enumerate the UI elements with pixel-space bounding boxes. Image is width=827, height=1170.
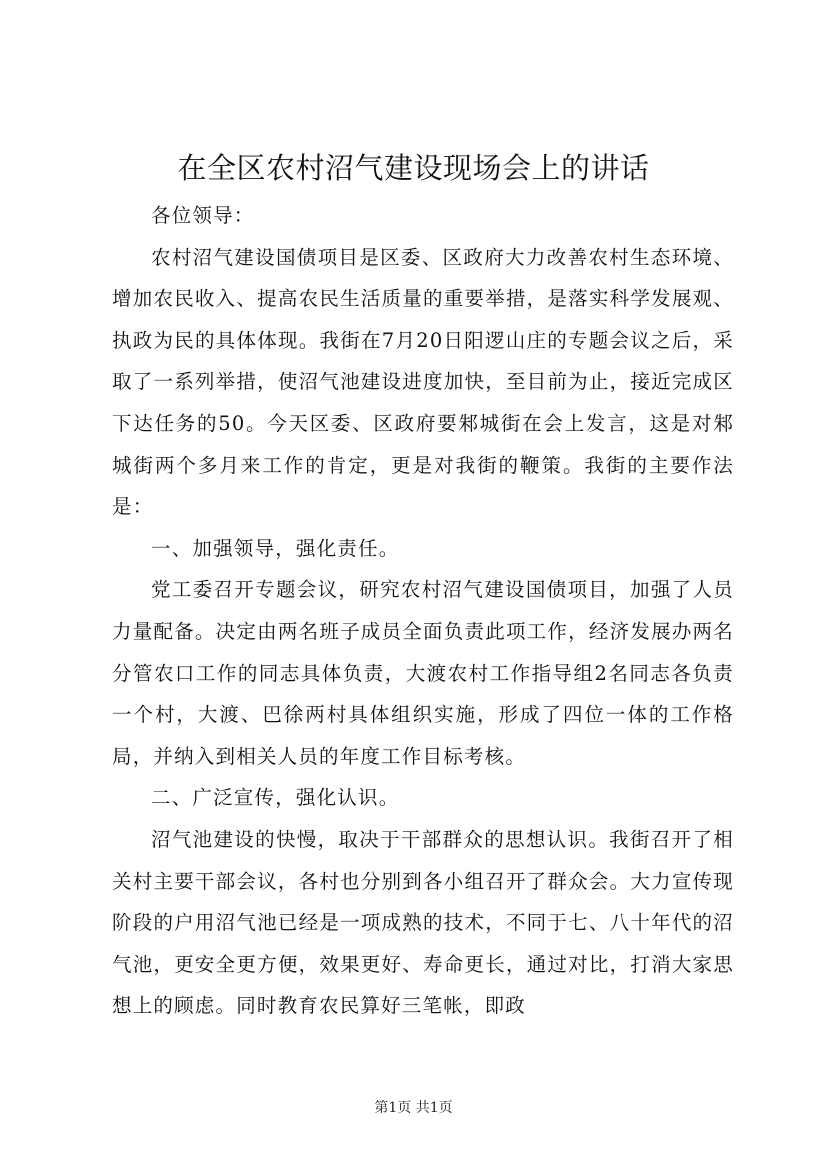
salutation: 各位领导： [151,204,255,227]
paragraph-section-1: 党工委召开专题会议，研究农村沼气建设国债项目，加强了人员力量配备。决定由两名班子成员全面负责此项工作，经济发展办两名分管农口工作的同志具体负责，大渡农村工作指导组2名同志各负责一个村，大渡、巴徐两村具体组织实施，形成了四位一体的工作格局，并纳入到相关人员的年度工作目标考核。 [112,578,734,768]
page-number-footer: 第1页 共1页 [374,1100,453,1116]
document-title: 在全区农村沼气建设现场会上的讲话 [177,151,650,185]
section-heading-1: 一、加强领导，强化责任。 [151,536,400,560]
document-body [112,195,734,1027]
section-heading-2: 二、广泛宣传，强化认识。 [151,786,400,810]
paragraph-intro: 农村沼气建设国债项目是区委、区政府大力改善农村生态环境、增加农民收入、提高农民生活质量的重要举措，是落实科学发展观、执政为民的具体体现。我街在7月20日阳逻山庄的专题会议之后，采取了一系列举措，使沼气池建设进度加快，至目前为止，接近完成区下达任务的50。今天区委、区政府要邾城街在会上发言，这是对邾城街两个多月来工作的肯定，更是对我街的鞭策。我街的主要作法是： [112,245,734,519]
paragraph-section-2: 沼气池建设的快慢，取决于干部群众的思想认识。我街召开了相关村主要干部会议，各村也分别到各小组召开了群众会。大力宣传现阶段的户用沼气池已经是一项成熟的技术，不同于七、八十年代的沼气池，更安全更方便，效果更好、寿命更长，通过对比，打消大家思想上的顾虑。同时教育农民算好三笔帐，即政 [112,827,734,1018]
